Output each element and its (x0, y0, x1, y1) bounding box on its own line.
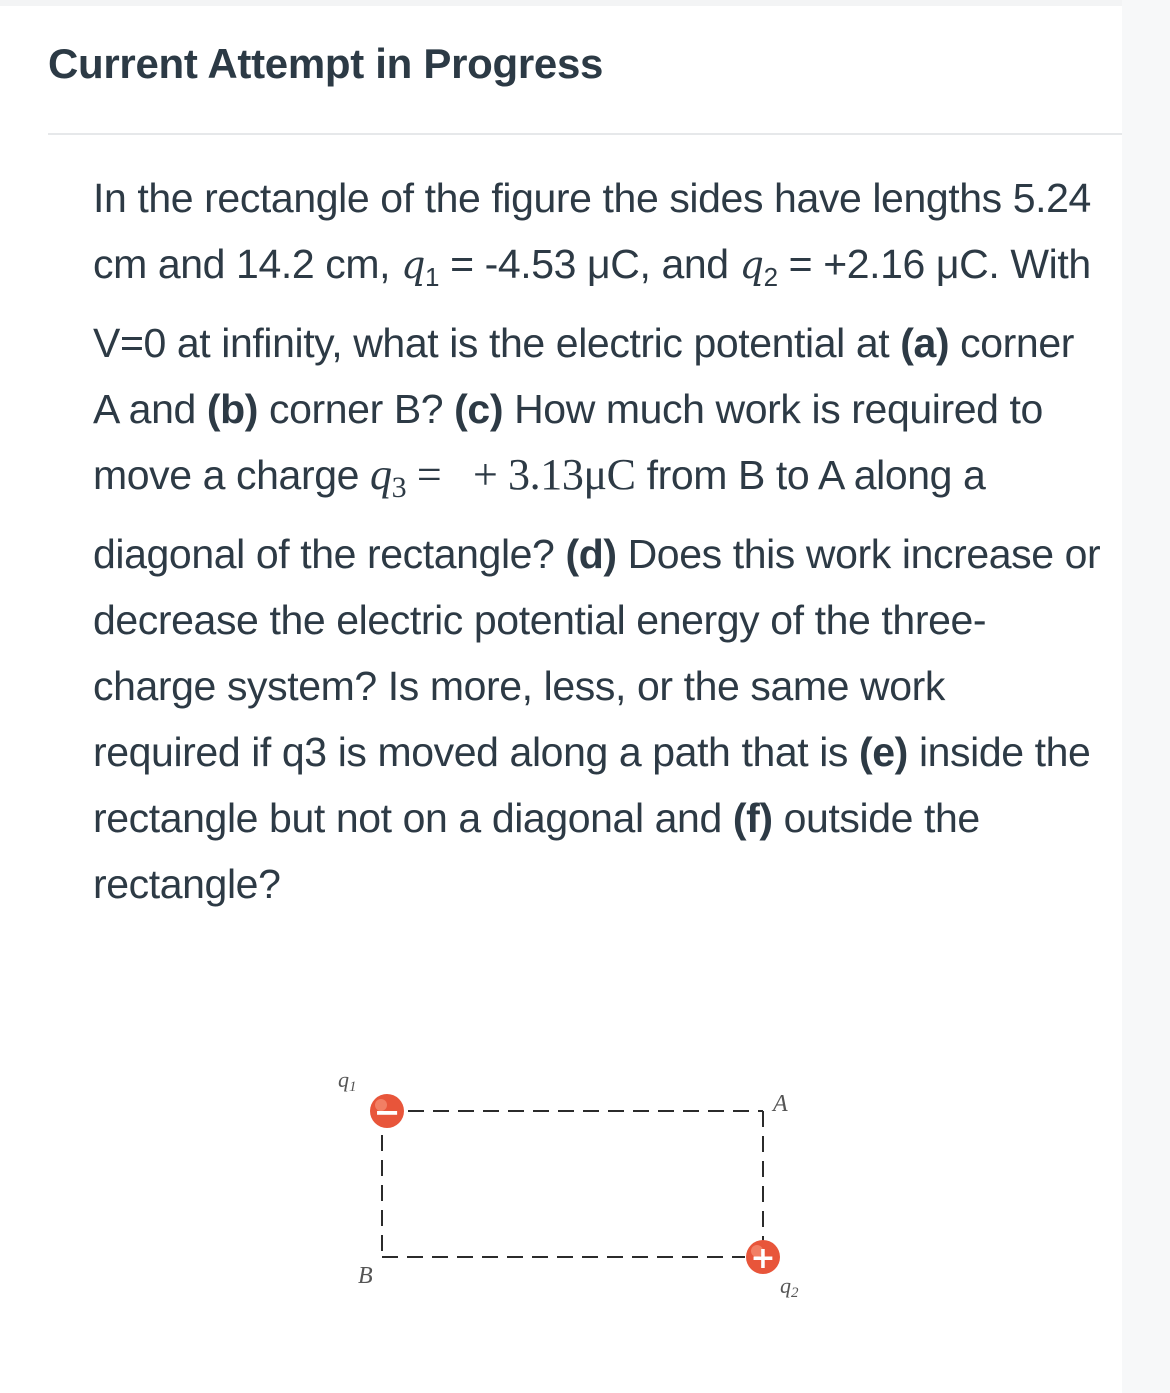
question-part: corner B? (258, 386, 455, 432)
question-part: = +2.16 μC. With V=0 at infinity, what is the electric potential at (93, 241, 1091, 366)
page-title: Current Attempt in Progress (48, 40, 604, 87)
q2-label (780, 1273, 799, 1301)
q1-minus-sign: − (373, 1093, 401, 1131)
question-part: from B to A along a diagonal of the rectangle? (93, 452, 986, 577)
part-f-label: (f) (732, 795, 773, 841)
part-e-label: (e) (859, 729, 908, 775)
question-part: inside the rectangle but not on a diagonal and (93, 729, 1091, 841)
question-part: corner A and (93, 320, 1074, 432)
q1-label-symbol: q (338, 1067, 349, 1092)
q3-value: = + 3.13μC (406, 450, 636, 499)
question-part: outside the rectangle? (93, 795, 980, 907)
q2-symbol: q (739, 243, 764, 287)
question-part: In the rectangle of the figure the sides have lengths 5.24 cm and 14.2 cm, (93, 175, 1091, 287)
q2-subscript: 2 (763, 262, 778, 292)
q3-subscript: 3 (391, 471, 407, 504)
q2-plus-sign: + (750, 1241, 776, 1276)
q3-symbol: q (370, 450, 392, 499)
q2-label-sub: 2 (791, 1285, 799, 1301)
q1-label-sub: 1 (349, 1079, 357, 1095)
q1-subscript: 1 (425, 262, 440, 292)
question-part: = -4.53 μC, and (439, 241, 740, 287)
question-part: How much work is required to move a charge (93, 386, 1043, 498)
part-c-label: (c) (454, 386, 504, 432)
figure-svg (320, 1055, 840, 1345)
q1-label (338, 1067, 357, 1095)
part-b-label: (b) (206, 386, 259, 432)
corner-a-label: A (773, 1091, 788, 1117)
question-part: Does this work increase or decrease the electric potential energy of the three-charge system? Is more, less, or the same work required if q3 is moved along a path that is (93, 531, 1101, 775)
q1-symbol: q (401, 243, 426, 287)
q2-label-symbol: q (780, 1273, 791, 1298)
top-edge (0, 0, 1170, 6)
corner-b-label: B (358, 1263, 373, 1289)
question-text (93, 165, 1103, 917)
header-divider (48, 133, 1122, 135)
part-a-label: (a) (900, 320, 950, 366)
right-margin-strip (1122, 0, 1170, 1393)
rectangle-figure (320, 1055, 840, 1345)
part-d-label: (d) (565, 531, 617, 577)
